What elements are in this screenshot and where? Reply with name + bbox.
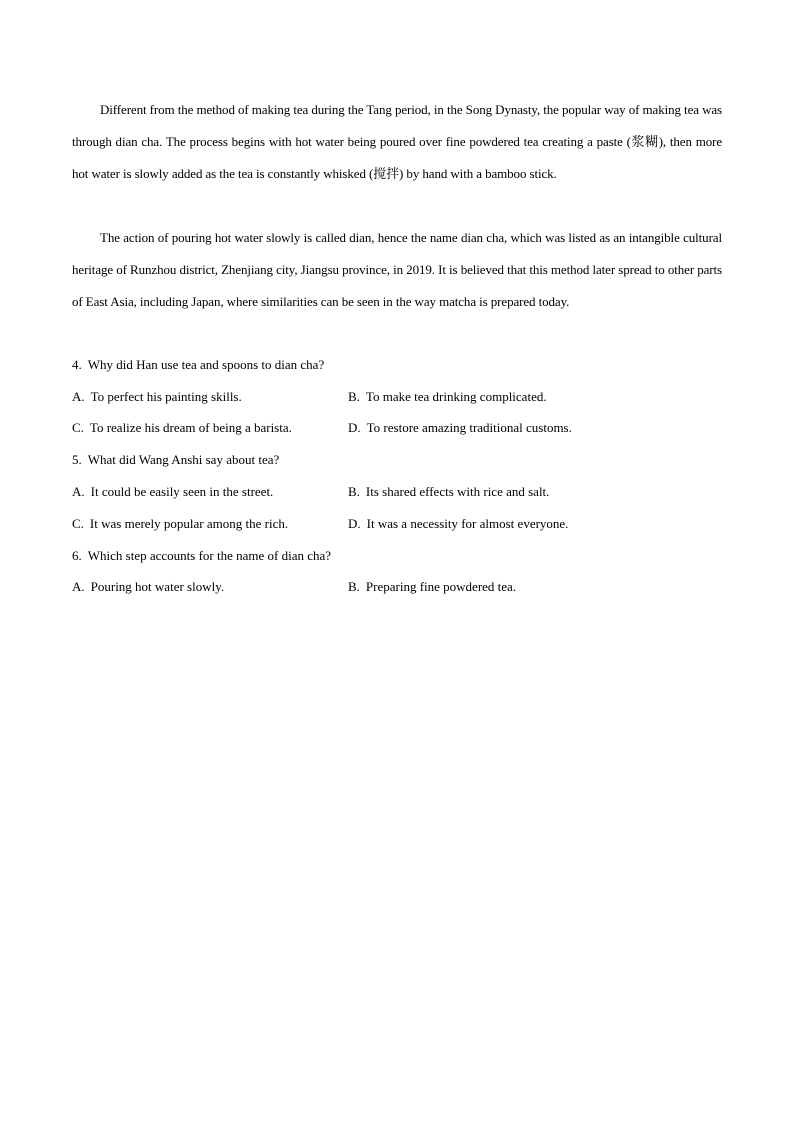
option-letter: D. (348, 516, 361, 531)
option-letter: A. (72, 579, 85, 594)
question-5 (72, 450, 279, 470)
option-letter: C. (72, 516, 84, 531)
question-5-option-b[interactable] (348, 482, 549, 502)
question-5-option-d[interactable] (348, 514, 568, 534)
document-page (72, 0, 722, 1123)
option-text: It was merely popular among the rich. (89, 516, 289, 531)
question-number: 5. (72, 452, 82, 467)
option-text: It was a necessity for almost everyone. (366, 516, 569, 531)
option-text: Its shared effects with rice and salt. (365, 484, 550, 499)
option-text: To realize his dream of being a barista. (89, 420, 292, 435)
option-letter: A. (72, 389, 85, 404)
option-text: Preparing fine powdered tea. (365, 579, 517, 594)
question-number: 4. (72, 357, 82, 372)
option-letter: B. (348, 484, 360, 499)
question-4 (72, 355, 324, 375)
question-6 (72, 546, 331, 566)
option-text: To make tea drinking complicated. (365, 389, 547, 404)
question-text: Which step accounts for the name of dian cha? (87, 548, 332, 563)
option-letter: D. (348, 420, 361, 435)
option-text: To perfect his painting skills. (90, 389, 242, 404)
question-6-option-b[interactable] (348, 577, 516, 597)
option-text: Pouring hot water slowly. (90, 579, 225, 594)
question-6-option-a[interactable] (72, 577, 224, 597)
option-letter: B. (348, 579, 360, 594)
option-letter: C. (72, 420, 84, 435)
question-text: Why did Han use tea and spoons to dian cha? (87, 357, 325, 372)
question-4-option-b[interactable] (348, 387, 547, 407)
option-letter: B. (348, 389, 360, 404)
question-number: 6. (72, 548, 82, 563)
question-5-option-c[interactable] (72, 514, 288, 534)
option-text: To restore amazing traditional customs. (366, 420, 572, 435)
passage-paragraph-1: Different from the method of making tea during the Tang period, in the Song Dynasty, the popular way of making tea was through dian cha. The process begins with hot water being poured over fine powdered tea creating a paste (浆糊), then more hot water is slowly added as the tea is constantly whisked (搅拌) by hand with a bamboo stick. (72, 102, 722, 181)
question-4-option-d[interactable] (348, 418, 572, 438)
option-text: It could be easily seen in the street. (90, 484, 274, 499)
question-text: What did Wang Anshi say about tea? (87, 452, 280, 467)
question-4-option-c[interactable] (72, 418, 292, 438)
question-4-option-a[interactable] (72, 387, 242, 407)
passage-paragraph-2: The action of pouring hot water slowly is called dian, hence the name dian cha, which was listed as an intangible cultural heritage of Runzhou district, Zhenjiang city, Jiangsu province, in 2019. It is believed that this method later spread to other parts of East Asia, including Japan, where similarities can be seen in the way matcha is prepared today. (72, 230, 722, 309)
question-5-option-a[interactable] (72, 482, 273, 502)
option-letter: A. (72, 484, 85, 499)
